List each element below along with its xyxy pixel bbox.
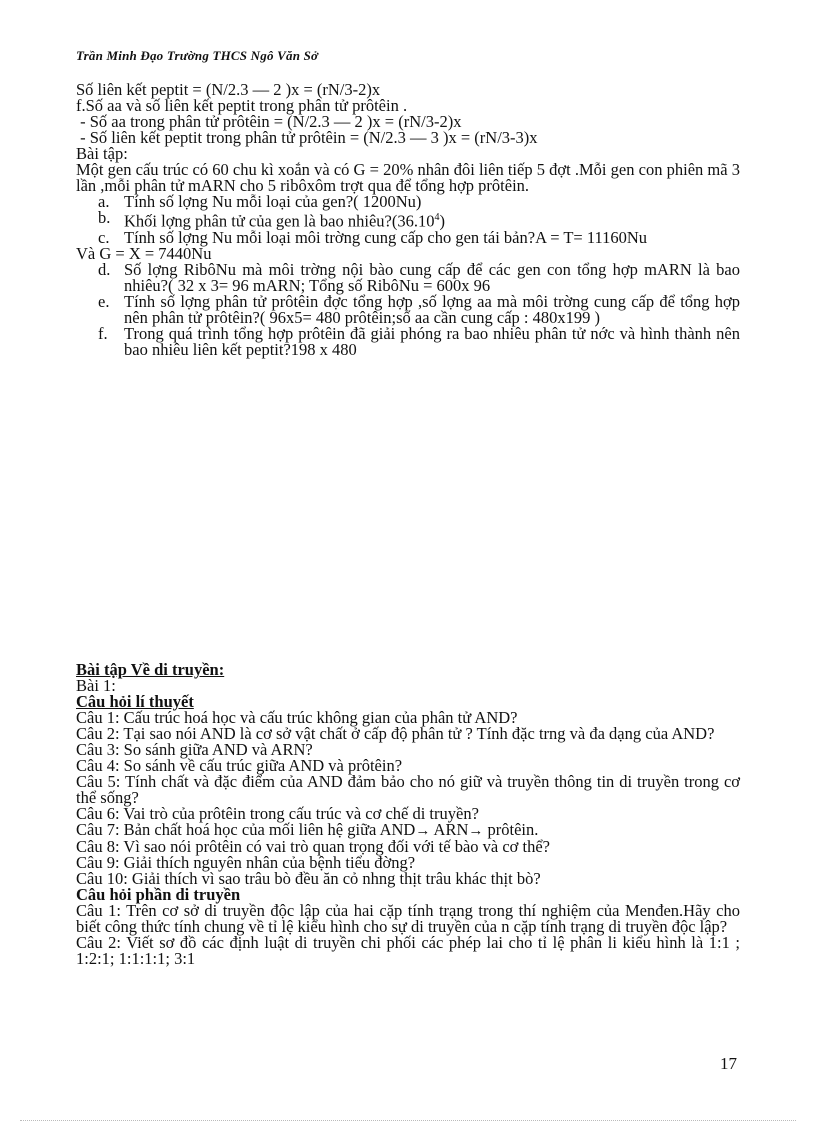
page-bottom-divider bbox=[20, 1120, 796, 1121]
list-item: e. Tính số lợng phân tử prôtêin đợc tổng hợp ,số lợng aa mà môi trờng cung cấp để tổng hợp nên phân tử prôtêin?( 96x5= 480 prôtêin;số aa cần cung cấp : 480x199 ) bbox=[98, 291, 740, 327]
text-line: Và G = X = 7440Nu bbox=[76, 243, 212, 263]
list-item: a. Tính số lợng Nu mỗi loại của gen?( 1200Nu) bbox=[98, 192, 422, 211]
page-number: 17 bbox=[720, 1054, 737, 1073]
text-line: Số liên kết peptit = (N/2.3 — 2 )x = (rN/3-2)x bbox=[76, 80, 381, 99]
exercise-list bbox=[76, 194, 740, 246]
list-item: f. Trong quá trình tổng hợp prôtêin đã giải phóng ra bao nhiêu phân tử nớc và hình thành nên bao nhiêu liên kết peptit?198 x 480 bbox=[98, 323, 740, 359]
question: Câu 1: Trên cơ sở di truyền độc lập của hai cặp tính trạng trong thí nghiệm của Menđen.Hãy cho biết công thức tính chung về tỉ lệ kiểu hình cho sự di truyền của n cặp tính trạng di truyền độc lập? bbox=[76, 901, 740, 936]
question: Câu 3: So sánh giữa AND và ARN? bbox=[76, 740, 313, 759]
list-item: c. Tính số lợng Nu mỗi loại môi trờng cung cấp cho gen tái bản?A = T= 11160Nu bbox=[98, 227, 648, 247]
exercise-label: Bài tập: bbox=[76, 144, 128, 163]
list-item: d. Số lợng RibôNu mà môi trờng nội bào cung cấp để các gen con tổng hợp mARN là bao nhiêu?( 32 x 3= 96 mARN; Tổng số RibôNu = 600x 96 bbox=[98, 259, 740, 295]
arrow-right-icon: → bbox=[468, 823, 484, 839]
text-line: f.Số aa và số liên kết peptit trong phân tử prôtêin . bbox=[76, 96, 408, 115]
page-header: Trần Minh Đạo Trường THCS Ngô Văn Sở bbox=[76, 48, 319, 63]
genetics-title: Câu hỏi phần di truyền bbox=[76, 885, 241, 904]
text-line: - Số liên kết peptit trong phân tử prôtêin = (N/2.3 — 3 )x = (rN/3-3)x bbox=[76, 128, 538, 147]
question: Câu 2: Viết sơ đồ các định luật di truyền chi phối các phép lai cho tỉ lệ phân li kiểu hình là 1:1 ; 1:2:1; 1:1:1:1; 3:1 bbox=[76, 933, 740, 968]
question: Câu 1: Cấu trúc hoá học và cấu trúc không gian của phân tử AND? bbox=[76, 708, 518, 727]
exercise-intro: Một gen cấu trúc có 60 chu kì xoắn và có G = 20% nhân đôi liên tiếp 5 đợt .Mỗi gen con phiên mã 3 lần ,mỗi phân tử mARN cho 5 ribôxôm trợt qua để tổng hợp prôtêin. bbox=[76, 160, 740, 195]
question: Câu 10: Giải thích vì sao trâu bò đều ăn cỏ nhng thịt trâu khác thịt bò? bbox=[76, 869, 541, 888]
section-title: Bài tập Về di truyền: bbox=[76, 660, 225, 679]
arrow-right-icon: → bbox=[415, 823, 431, 839]
question: Câu 5: Tính chất và đặc điểm của AND đảm bảo cho nó giữ và truyền thông tin di truyền trong cơ thể sống? bbox=[76, 772, 740, 807]
question: Câu 4: So sánh về cấu trúc giữa AND và prôtêin? bbox=[76, 756, 403, 775]
question: Câu 7: Bản chất hoá học của mối liên hệ giữa AND→ ARN→ prôtêin. bbox=[76, 820, 539, 839]
question: Câu 9: Giải thích nguyên nhân của bệnh tiểu đờng? bbox=[76, 853, 416, 872]
question: Câu 2: Tại sao nói AND là cơ sở vật chất ở cấp độ phân tử ? Tính đặc trng và đa dạng của AND? bbox=[76, 724, 715, 743]
question: Câu 6: Vai trò của prôtêin trong cấu trúc và cơ chế di truyền? bbox=[76, 804, 479, 823]
theory-title: Câu hỏi lí thuyết bbox=[76, 692, 194, 711]
text-line: - Số aa trong phân tử prôtêin = (N/2.3 — 2 )x = (rN/3-2)x bbox=[76, 112, 462, 131]
exercise-list-cont bbox=[76, 259, 740, 359]
genetics-section bbox=[76, 662, 740, 967]
sub-title: Bài 1: bbox=[76, 676, 116, 695]
list-item: b. Khối lợng phân tử của gen là bao nhiêu?(36.10$^4$) bbox=[98, 208, 445, 231]
formula-section bbox=[76, 82, 740, 358]
question: Câu 8: Vì sao nói prôtêin có vai trò quan trọng đối với tế bào và cơ thể? bbox=[76, 837, 550, 856]
